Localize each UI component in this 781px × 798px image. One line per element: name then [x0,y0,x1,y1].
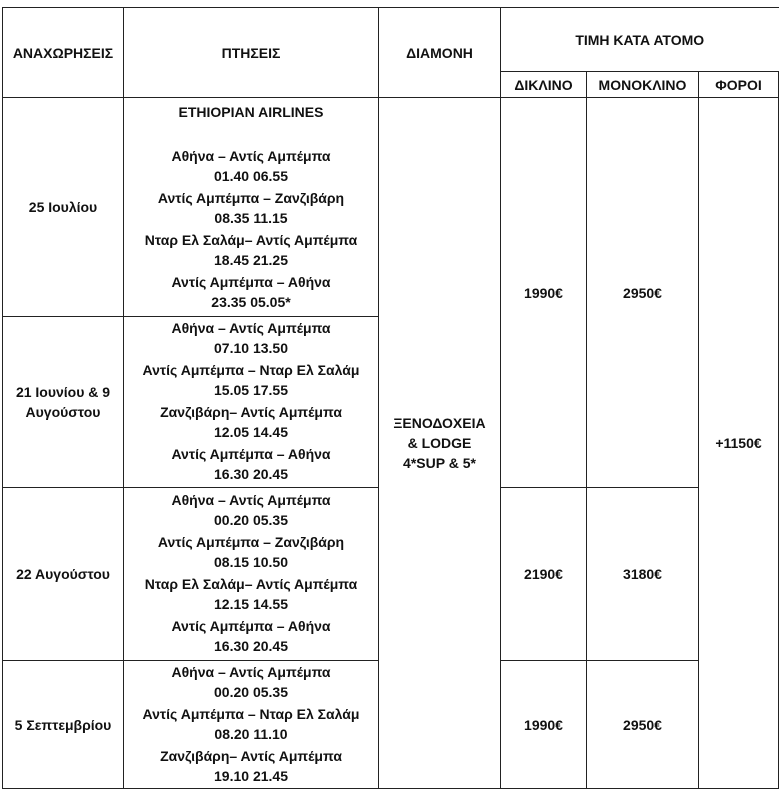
airline-name: ETHIOPIAN AIRLINES [178,104,324,120]
price-single: 2950€ [587,98,699,488]
flight-times: 08.35 11.15 [214,210,288,226]
price-single: 2950€ [587,661,699,789]
taxes-value: +1150€ [699,98,779,789]
flight-times: 08.20 11.10 [214,725,288,742]
flight-times: 08.15 10.50 [214,554,288,570]
header-departures: ΑΝΑΧΩΡΗΣΕΙΣ [3,8,124,98]
header-price-per-person: ΤΙΜΗ ΚΑΤΑ ΑΤΟΜΟ [501,8,779,72]
flight-times: 12.05 14.45 [214,424,288,440]
flight-route: Αθήνα – Αντίς Αμπέμπα [171,492,331,508]
flight-route: Αντίς Αμπέμπα – Αθήνα [171,446,331,462]
flight-times: 23.35 05.05* [211,294,291,310]
flight-times: 16.30 20.45 [214,638,288,654]
flights-cell [124,317,379,488]
header-flights: ΠΤΗΣΕΙΣ [124,8,379,98]
flight-times: 19.10 21.45 [214,767,288,784]
departure-date [3,317,124,488]
accommodation-line: ΞΕΝΟΔΟΧΕΙΑ [393,415,486,431]
header-double: ΔΙΚΛΙΝΟ [501,72,587,98]
flight-times: 00.20 05.35 [214,683,288,700]
flight-times: 12.15 14.55 [214,596,288,612]
flight-route: Αντίς Αμπέμπα – Ζανζιβάρη [157,534,345,550]
departure-date: 5 Σεπτεμβρίου [3,661,124,789]
flight-times: 00.20 05.35 [214,512,288,528]
header-taxes: ΦΟΡΟΙ [699,72,779,98]
flight-times: 15.05 17.55 [214,382,288,398]
accommodation-line: 4*SUP & 5* [403,455,476,471]
flight-route: Ζανζιβάρη– Αντίς Αμπέμπα [160,747,342,764]
accommodation-cell [379,98,501,789]
flight-route: Αθήνα – Αντίς Αμπέμπα [171,320,331,336]
header-accommodation: ΔΙΑΜΟΝΗ [379,8,501,98]
departure-date: 25 Ιουλίου [3,98,124,317]
flights-cell [124,98,379,317]
flight-times: 18.45 21.25 [214,252,288,268]
flight-times: 01.40 06.55 [214,168,288,184]
price-double: 2190€ [501,488,587,661]
flight-times: 16.30 20.45 [214,466,288,482]
flight-route: Αντίς Αμπέμπα – Ζανζιβάρη [157,190,345,206]
flight-route: Αθήνα – Αντίς Αμπέμπα [171,148,331,164]
flight-route: Αντίς Αμπέμπα – Αθήνα [171,274,331,290]
accommodation-line: & LODGE [407,435,472,451]
flight-route: Νταρ Ελ Σαλάμ– Αντίς Αμπέμπα [144,232,358,248]
flights-cell [124,661,379,789]
flight-route: Ζανζιβάρη– Αντίς Αμπέμπα [160,404,342,420]
departure-date-line: Αυγούστου [25,404,101,420]
flights-cell [124,488,379,661]
flight-route: Αντίς Αμπέμπα – Νταρ Ελ Σαλάμ [142,362,360,378]
flight-times: 07.10 13.50 [214,340,288,356]
departure-date: 22 Αυγούστου [3,488,124,661]
header-single: ΜΟΝΟΚΛΙΝΟ [587,72,699,98]
price-double: 1990€ [501,98,587,488]
price-double: 1990€ [501,661,587,789]
table-row [3,98,779,317]
flight-route: Νταρ Ελ Σαλάμ– Αντίς Αμπέμπα [144,576,358,592]
departure-date-line: 21 Ιουνίου & 9 [15,384,111,400]
price-single: 3180€ [587,488,699,661]
flight-route: Αθήνα – Αντίς Αμπέμπα [171,663,331,680]
flight-route: Αντίς Αμπέμπα – Αθήνα [171,618,331,634]
tour-pricing-table [2,7,779,789]
flight-route: Αντίς Αμπέμπα – Νταρ Ελ Σαλάμ [142,705,360,722]
